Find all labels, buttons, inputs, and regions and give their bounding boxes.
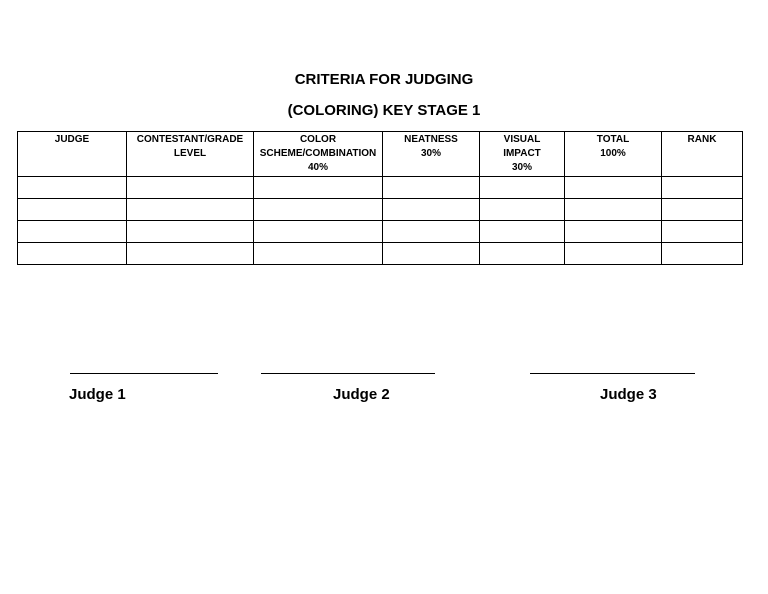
table-row — [18, 221, 743, 243]
table-cell[interactable] — [662, 199, 743, 221]
header-visual-line-1: VISUAL — [503, 134, 541, 145]
document-subtitle: (COLORING) KEY STAGE 1 — [287, 102, 481, 119]
table-cell[interactable] — [18, 177, 127, 199]
header-visual-impact — [480, 132, 565, 177]
table-cell[interactable] — [127, 221, 254, 243]
header-color-line-3: 40% — [307, 162, 328, 173]
header-visual-line-3: 30% — [511, 162, 532, 173]
table-cell[interactable] — [480, 221, 565, 243]
header-judge-line: JUDGE — [54, 134, 90, 145]
header-rank — [662, 132, 743, 177]
table-row — [18, 199, 743, 221]
table-cell[interactable] — [127, 199, 254, 221]
header-total — [565, 132, 662, 177]
table-cell[interactable] — [18, 199, 127, 221]
table-cell[interactable] — [565, 177, 662, 199]
table-cell[interactable] — [18, 243, 127, 265]
header-contestant-line-1: CONTESTANT/GRADE — [136, 134, 244, 145]
header-color-scheme — [254, 132, 383, 177]
table-cell[interactable] — [254, 243, 383, 265]
table-cell[interactable] — [127, 177, 254, 199]
signature-line-judge-2[interactable] — [261, 373, 435, 374]
table-cell[interactable] — [383, 243, 480, 265]
signature-line-judge-1[interactable] — [70, 373, 218, 374]
table-row — [18, 177, 743, 199]
document-title: CRITERIA FOR JUDGING — [294, 71, 474, 88]
table-cell[interactable] — [480, 177, 565, 199]
table-cell[interactable] — [383, 221, 480, 243]
table-cell[interactable] — [254, 221, 383, 243]
header-neatness-line-2: 30% — [420, 148, 441, 159]
header-color-line-2: SCHEME/COMBINATION — [259, 148, 377, 159]
criteria-table — [17, 131, 743, 265]
table-cell[interactable] — [383, 199, 480, 221]
header-neatness-line-1: NEATNESS — [404, 134, 458, 145]
judge-1-label: Judge 1 — [69, 386, 126, 403]
table-cell[interactable] — [565, 243, 662, 265]
table-cell[interactable] — [662, 177, 743, 199]
table-cell[interactable] — [383, 177, 480, 199]
header-contestant-grade-level — [127, 132, 254, 177]
header-row — [18, 132, 743, 177]
table-row — [18, 243, 743, 265]
header-neatness — [383, 132, 480, 177]
table-cell[interactable] — [254, 177, 383, 199]
signature-line-judge-3[interactable] — [530, 373, 695, 374]
judge-3-label: Judge 3 — [600, 386, 657, 403]
table-cell[interactable] — [254, 199, 383, 221]
table-cell[interactable] — [565, 199, 662, 221]
header-total-line-2: 100% — [600, 148, 626, 159]
table-cell[interactable] — [18, 221, 127, 243]
header-total-line-1: TOTAL — [596, 134, 630, 145]
judge-2-label: Judge 2 — [333, 386, 390, 403]
table-cell[interactable] — [565, 221, 662, 243]
header-visual-line-2: IMPACT — [503, 148, 541, 159]
table-cell[interactable] — [662, 221, 743, 243]
header-contestant-line-2: LEVEL — [173, 148, 207, 159]
header-rank-line: RANK — [687, 134, 717, 145]
table-cell[interactable] — [662, 243, 743, 265]
table-cell[interactable] — [480, 243, 565, 265]
table-cell[interactable] — [127, 243, 254, 265]
header-judge — [18, 132, 127, 177]
header-color-line-1: COLOR — [299, 134, 337, 145]
table-cell[interactable] — [480, 199, 565, 221]
